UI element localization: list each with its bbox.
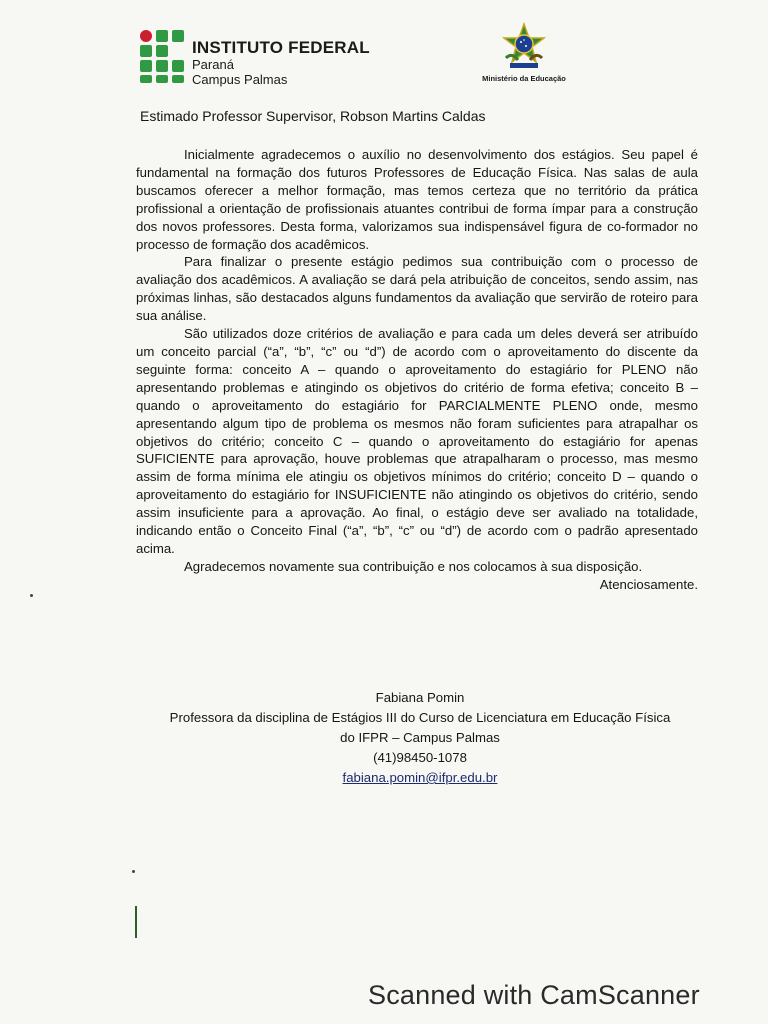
ministry-label: Ministério da Educação: [482, 74, 566, 83]
paragraph: Agradecemos novamente sua contribuição e nos colocamos à sua disposição.: [184, 558, 643, 574]
scan-speck: [30, 594, 33, 597]
instituto-federal-logo: [140, 30, 400, 90]
paragraph: Inicialmente agradecemos o auxílio no desenvolvimento dos estágios. Seu papel é fundamental na formação dos futuros Professores de Educação Física. Nas salas de aula buscamos oferecer a melhor formação, mas temos certeza que no território da prática profissional a orientação de profissionais atuantes contribui de forma ímpar para a construção dos novos professores. Desta forma, valorizamos sua indispensável figura de co-formador no processo de formação dos acadêmicos.: [136, 147, 698, 252]
signer-role-campus: do IFPR – Campus Palmas: [340, 730, 500, 745]
paragraph: São utilizados doze critérios de avaliação e para cada um deles deverá ser atribuído um conceito parcial (“a”, “b”, “c” ou “d”) de acordo com o aproveitamento do discente da seguinte forma: conceito A – quando o aproveitamento do estagiário for PLENO não apresentando problemas e atingindo os objetivos do critério de forma efetiva; conceito B – quando o aproveitamento do estagiário for PARCIALMENTE PLENO onde, mesmo apresentando algum tipo de problema os mesmos não foram suficientes para atrapalhar os objetivos do critério; conceito C – quando o aproveitamento do estagiário for apenas SUFICIENTE para aprovação, houve problemas que atrapalharam o processo, mas mesmo assim de forma mínima ele atingiu os objetivos mínimos do critério; conceito D – quando o aproveitamento do estagiário for INSUFICIENTE não atingindo os objetivos do critério, sendo assim insuficiente para a aprovação. Ao final, o estágio deve ser avaliado na totalidade, indicando então o Conceito Final (“a”, “b”, “c” ou “d”) de acordo com o padrão apresentado acima.: [136, 326, 698, 556]
signer-email-link[interactable]: fabiana.pomin@ifpr.edu.br: [342, 770, 498, 785]
institution-state: Paraná: [192, 57, 234, 72]
signer-role: Professora da disciplina de Estágios III do Curso de Licenciatura em Educação Física: [169, 710, 671, 725]
salutation: Estimado Professor Supervisor, Robson Martins Caldas: [140, 108, 486, 124]
ministry-coat-of-arms: [474, 22, 574, 92]
if-logo-grid-icon: [140, 30, 186, 84]
signer-name: Fabiana Pomin: [375, 690, 465, 705]
scan-mark: [135, 906, 137, 938]
signer-phone: (41)98450-1078: [373, 750, 467, 765]
letter-body: [136, 146, 698, 594]
institution-title: INSTITUTO FEDERAL: [192, 38, 370, 57]
scan-speck: [132, 870, 135, 873]
brazil-coat-of-arms-icon: [498, 22, 550, 72]
camscanner-watermark: Scanned with CamScanner: [368, 980, 700, 1010]
paragraph: Para finalizar o presente estágio pedimos sua contribuição com o processo de avaliação dos acadêmicos. A avaliação se dará pela atribuição de conceitos, sendo assim, nas próximas linhas, são destacados alguns fundamentos da avaliação que servirão de roteiro para sua análise.: [136, 254, 698, 324]
signature-block: [100, 688, 740, 788]
institution-campus: Campus Palmas: [192, 72, 288, 87]
closing: Atenciosamente.: [599, 576, 698, 592]
